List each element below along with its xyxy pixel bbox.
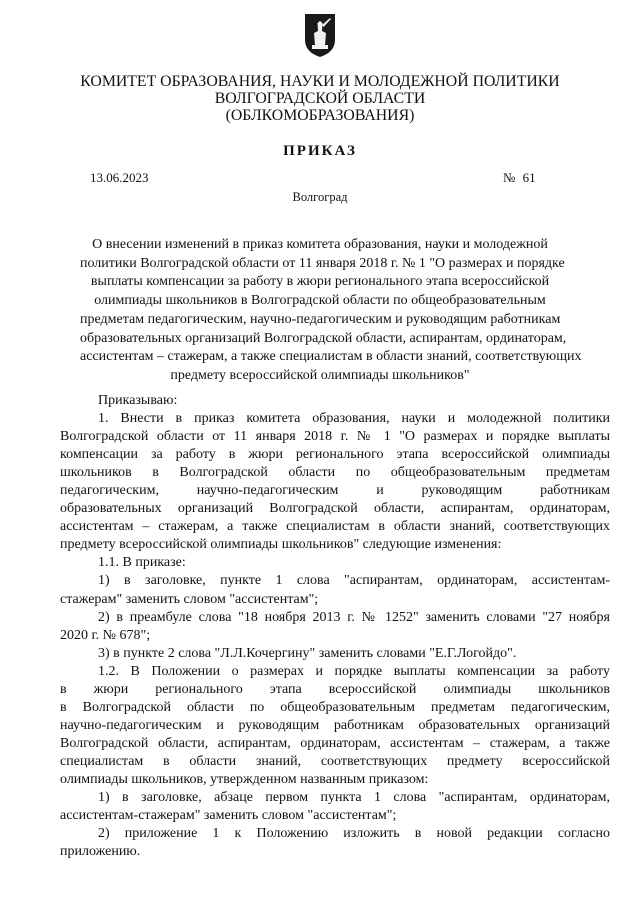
committee-short-name: (ОБЛКОМОБРАЗОВАНИЯ): [225, 107, 415, 124]
body-line: Волгоградской области, аспирантам, ординаторам, ассистентам – стажерам, а также: [60, 735, 610, 751]
body-line: предмету всероссийской олимпиады школьников" следующие изменения:: [60, 537, 502, 553]
body-line: 2020 г. № 678";: [60, 627, 151, 643]
body-line: 2) в преамбуле слова "18 ноября 2013 г. № 1252" заменить словами "27 ноября: [98, 609, 610, 625]
body-line: стажерам" заменить словом "ассистентам";: [60, 591, 319, 607]
committee-name-line: КОМИТЕТ ОБРАЗОВАНИЯ, НАУКИ И МОЛОДЕЖНОЙ ПОЛИТИКИ: [80, 73, 560, 90]
body-line: Приказываю:: [98, 393, 178, 408]
body-line: олимпиады школьников, утвержденном названным приказом:: [60, 771, 429, 787]
subject-line: предмету всероссийской олимпиады школьников": [170, 367, 470, 383]
body-line: 1. Внести в приказ комитета образования, науки и молодежной политики: [98, 411, 610, 427]
body-line: специалистам в области знаний, соответствующих предмету всероссийской: [60, 753, 610, 769]
body-line: приложению.: [60, 844, 141, 860]
order-subject: [80, 236, 582, 386]
body-line: в жюри регионального этапа всероссийской олимпиады школьников: [60, 681, 610, 697]
subject-line: олимпиады школьников в Волгоградской области по общеобразовательным: [94, 293, 546, 309]
body-line: 2) приложение 1 к Положению изложить в новой редакции согласно: [98, 826, 610, 842]
committee-region-line: ВОЛГОГРАДСКОЙ ОБЛАСТИ: [214, 90, 426, 107]
body-line: Волгоградской области от 11 января 2018 г. № 1 "О размерах и порядке выплаты: [60, 429, 610, 445]
body-line: 1) в заголовке, пункте 1 слова "аспирантам, ординаторам, ассистентам-: [98, 573, 610, 589]
subject-line: образовательных организаций Волгоградской области, аспирантам, ординаторам,: [80, 330, 567, 346]
subject-line: политики Волгоградской области от 11 января 2018 г. № 1 "О размерах и порядке: [80, 255, 565, 271]
order-number: № 61: [503, 170, 536, 185]
order-body: [60, 392, 610, 861]
subject-line: ассистентам – стажерам, а также специалистам в области знаний, соответствующих: [80, 349, 582, 365]
body-line: педагогическим, научно-педагогическим и руководящим работникам: [60, 483, 610, 499]
order-city: Волгоград: [292, 190, 348, 204]
subject-line: О внесении изменений в приказ комитета образования, науки и молодежной: [92, 237, 548, 252]
body-line: 1) в заголовке, абзаце первом пункта 1 слова "аспирантам, ординаторам,: [98, 790, 610, 806]
body-line: ассистентам – стажерам, а также специалистам в области знаний, соответствующих: [60, 519, 610, 535]
body-line: компенсации за работу в жюри регионального этапа всероссийской олимпиады: [60, 447, 610, 463]
coat-of-arms-icon: [302, 12, 338, 58]
subject-line: выплаты компенсации за работу в жюри регионального этапа всероссийской: [90, 274, 550, 290]
body-line: образовательных организаций Волгоградской области, аспирантам, ординаторам,: [60, 501, 610, 517]
committee-header: [40, 73, 600, 124]
body-line: в Волгоградской области по общеобразовательным предметам педагогическим,: [60, 699, 610, 715]
body-line: 1.1. В приказе:: [98, 555, 186, 571]
body-line: школьников в Волгоградской области по общеобразовательным предметам: [60, 465, 610, 481]
body-line: 1.2. В Положении о размерах и порядке выплаты компенсации за работу: [98, 663, 610, 679]
order-date: 13.06.2023: [90, 170, 149, 185]
body-line: научно-педагогическим и руководящим работникам образовательных организаций: [60, 717, 610, 733]
body-line: 3) в пункте 2 слова "Л.Л.Кочергину" заменить словами "Е.Г.Логойдо".: [98, 645, 517, 661]
body-line: ассистентам-стажерам" заменить словом "ассистентам";: [60, 808, 397, 824]
document-type: ПРИКАЗ: [283, 143, 357, 159]
subject-line: предметам педагогическим, научно-педагогическим и руководящим работникам: [80, 311, 561, 327]
